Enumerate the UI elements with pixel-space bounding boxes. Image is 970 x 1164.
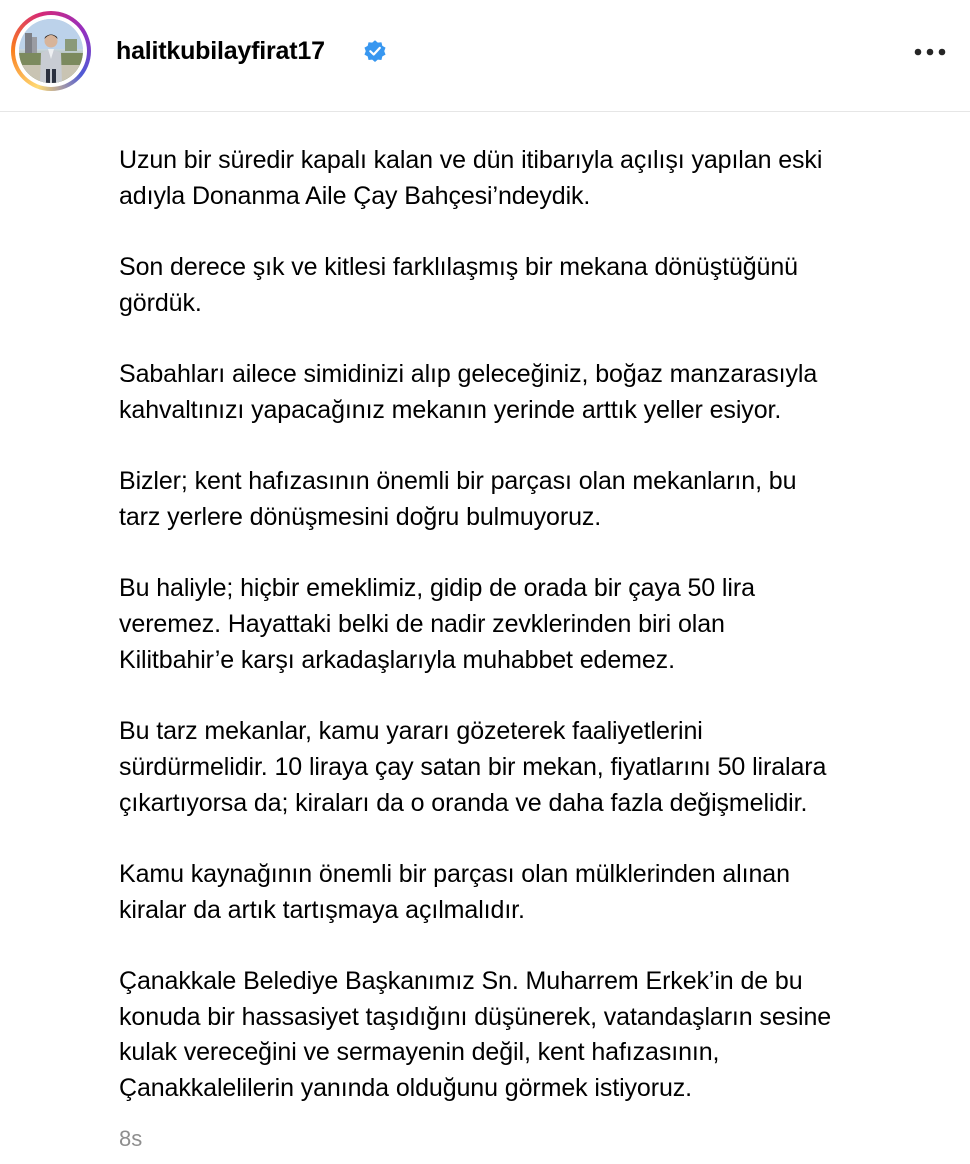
caption-paragraph (119, 357, 959, 428)
caption-line: Bizler; kent hafızasının önemli bir parçası olan mekanların, bu (119, 467, 797, 496)
caption-paragraph (119, 143, 959, 214)
caption-paragraph (119, 714, 959, 821)
caption-line: kulak vereceğini ve sermayenin değil, kent hafızasının, (119, 1038, 720, 1067)
profile-photo-icon (19, 19, 83, 83)
post-caption (119, 143, 959, 1107)
caption-line: gördük. (119, 288, 202, 317)
story-ring[interactable] (11, 11, 91, 91)
caption-paragraph (119, 250, 959, 321)
caption-paragraph (119, 857, 959, 928)
caption-line: Bu haliyle; hiçbir emeklimiz, gidip de orada bir çaya 50 lira (119, 574, 755, 603)
verified-badge-icon (362, 38, 388, 64)
avatar-gap (15, 15, 87, 87)
caption-line: çıkartıyorsa da; kiraları da o oranda ve daha fazla değişmelidir. (119, 788, 808, 817)
avatar[interactable] (19, 19, 83, 83)
caption-line: Uzun bir süredir kapalı kalan ve dün itibarıyla açılışı yapılan eski (119, 146, 823, 174)
post-header (0, 0, 970, 112)
more-options-icon[interactable] (910, 36, 950, 68)
caption-paragraph (119, 464, 959, 535)
caption-paragraph (119, 571, 959, 678)
caption-line: Son derece şık ve kitlesi farklılaşmış bir mekana dönüştüğünü (119, 253, 798, 282)
caption-line: adıyla Donanma Aile Çay Bahçesi’ndeydik. (119, 181, 591, 210)
caption-line: sürdürmelidir. 10 liraya çay satan bir mekan, fiyatlarını 50 liralara (119, 752, 827, 781)
caption-line: Sabahları ailece simidinizi alıp geleceğiniz, boğaz manzarasıyla (119, 360, 818, 389)
caption-line: tarz yerlere dönüşmesini doğru bulmuyoruz. (119, 502, 602, 531)
caption-line: kahvaltınızı yapacağınız mekanın yerinde arttık yeller esiyor. (119, 395, 782, 424)
caption-line: Kilitbahir’e karşı arkadaşlarıyla muhabbet edemez. (119, 645, 675, 674)
caption-line: Çanakkalelilerin yanında olduğunu görmek istiyoruz. (119, 1074, 693, 1103)
caption-line: Bu tarz mekanlar, kamu yararı gözeterek faaliyetlerini (119, 717, 703, 746)
caption-line: Kamu kaynağının önemli bir parçası olan mülklerinden alınan (119, 859, 790, 888)
caption-line: konuda bir hassasiyet taşıdığını düşünerek, vatandaşların sesine (119, 1002, 832, 1031)
caption-line: Çanakkale Belediye Başkanımız Sn. Muharrem Erkek’in de bu (119, 967, 803, 996)
post-timestamp[interactable]: 8s (119, 1126, 143, 1151)
caption-paragraph (119, 964, 959, 1107)
caption-line: veremez. Hayattaki belki de nadir zevklerinden biri olan (119, 610, 725, 639)
caption-line: kiralar da artık tartışmaya açılmalıdır. (119, 895, 525, 924)
username-link[interactable]: halitkubilayfirat17 (116, 37, 325, 65)
